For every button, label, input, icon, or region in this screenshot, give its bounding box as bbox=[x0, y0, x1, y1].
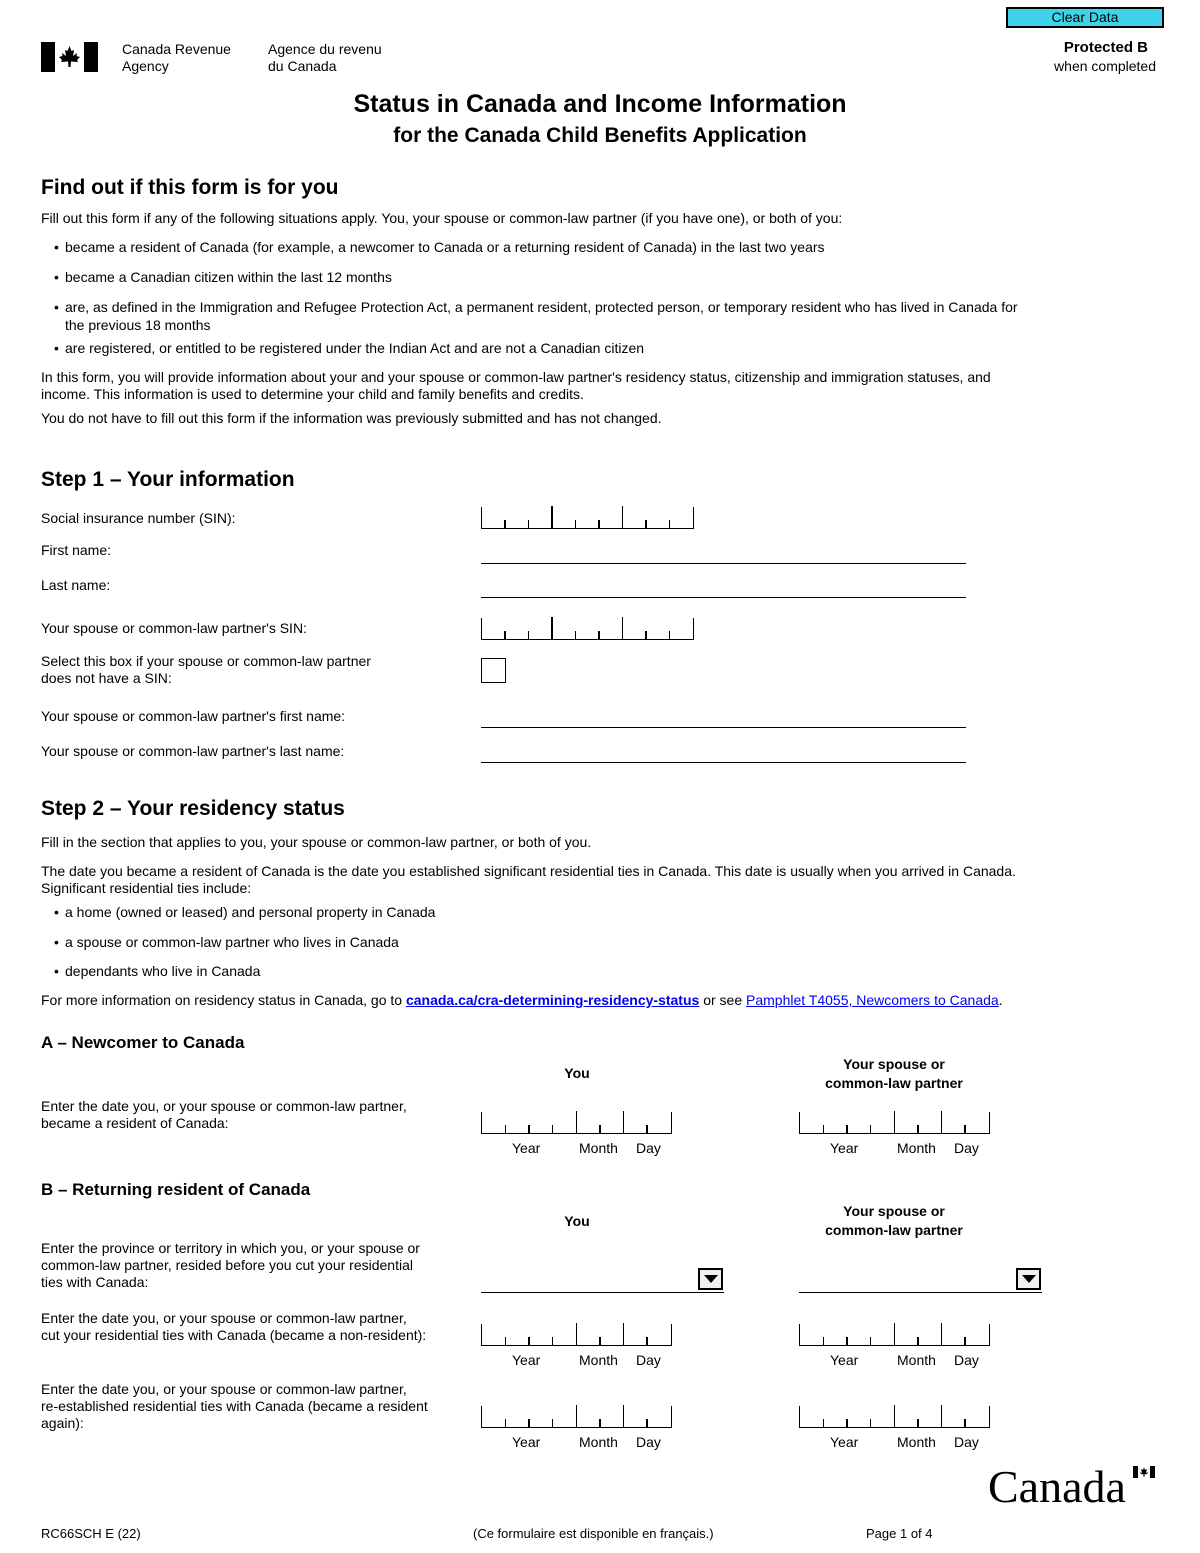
comb-divider bbox=[622, 617, 624, 639]
page-title: Status in Canada and Income Information bbox=[353, 90, 847, 118]
first-name-label: First name: bbox=[41, 542, 112, 558]
step2-lead: Fill in the section that applies to you, your spouse or common-law partner, or both of you. bbox=[41, 834, 592, 850]
clear-data-button[interactable]: Clear Data bbox=[1006, 7, 1164, 28]
reestablished-label: Enter the date you, or your spouse or common-law partner, re-established residential ties with Canada (became a resident again): bbox=[41, 1381, 428, 1431]
agency-name-fr: Agence du revenu du Canada bbox=[268, 41, 382, 74]
sin-input[interactable] bbox=[481, 507, 694, 529]
comb-divider bbox=[623, 1323, 625, 1345]
intro-lead: Fill out this form if any of the following situations apply. You, your spouse or common-law partner (if you have one), or both of you: bbox=[41, 210, 843, 226]
day-label: Day bbox=[954, 1434, 979, 1450]
canada-flag-icon bbox=[41, 42, 98, 72]
spouse-last-name-label: Your spouse or common-law partner's last name: bbox=[41, 743, 345, 759]
comb-divider bbox=[870, 1337, 872, 1345]
newcomer-date-label: Enter the date you, or your spouse or common-law partner, became a resident of Canada: bbox=[41, 1098, 407, 1131]
comb-divider bbox=[505, 1337, 507, 1345]
day-label: Day bbox=[636, 1140, 661, 1156]
list-item: • are, as defined in the Immigration and Refugee Protection Act, a permanent resident, protected person, or temporary resident who has lived in Canada for bbox=[54, 299, 1018, 315]
month-label: Month bbox=[579, 1352, 618, 1368]
comb-divider bbox=[645, 520, 647, 528]
cut-ties-label: Enter the date you, or your spouse or common-law partner, cut your residential ties with Canada (became a non-resident): bbox=[41, 1310, 427, 1343]
section-a-heading: A – Newcomer to Canada bbox=[41, 1033, 245, 1052]
comb-divider bbox=[599, 1337, 601, 1345]
dropdown-arrow-icon[interactable] bbox=[1016, 1268, 1041, 1290]
province-spouse-select[interactable] bbox=[799, 1269, 1042, 1293]
cut-ties-date-you-input[interactable] bbox=[481, 1324, 672, 1346]
protected-label: Protected B bbox=[1063, 39, 1148, 56]
comb-divider bbox=[894, 1111, 896, 1133]
comb-divider bbox=[941, 1405, 943, 1427]
spouse-first-name-input[interactable] bbox=[481, 706, 966, 728]
sin-label: Social insurance number (SIN): bbox=[41, 510, 236, 526]
comb-divider bbox=[669, 631, 671, 639]
comb-divider bbox=[623, 1405, 625, 1427]
french-availability: (Ce formulaire est disponible en français.) bbox=[473, 1526, 714, 1541]
month-label: Month bbox=[897, 1352, 936, 1368]
comb-divider bbox=[598, 631, 600, 639]
comb-divider bbox=[917, 1125, 919, 1133]
column-spouse: Your spouse or common-law partner bbox=[825, 1056, 963, 1091]
comb-divider bbox=[599, 1419, 601, 1427]
comb-divider bbox=[528, 1337, 530, 1345]
reestablished-date-you-input[interactable] bbox=[481, 1406, 672, 1428]
comb-divider bbox=[528, 1125, 530, 1133]
comb-divider bbox=[941, 1111, 943, 1133]
day-label: Day bbox=[636, 1352, 661, 1368]
province-label: Enter the province or territory in which you, or your spouse or common-law partner, resided before you cut your residential ties with Canada: bbox=[41, 1240, 420, 1290]
comb-divider bbox=[575, 520, 577, 528]
comb-divider bbox=[576, 1405, 578, 1427]
month-label: Month bbox=[579, 1434, 618, 1450]
comb-divider bbox=[870, 1125, 872, 1133]
comb-divider bbox=[528, 520, 530, 528]
comb-divider bbox=[551, 506, 553, 528]
comb-divider bbox=[645, 631, 647, 639]
spouse-sin-label: Your spouse or common-law partner's SIN: bbox=[41, 620, 307, 636]
comb-divider bbox=[846, 1125, 848, 1133]
column-spouse: Your spouse or common-law partner bbox=[825, 1203, 963, 1238]
year-label: Year bbox=[512, 1434, 541, 1450]
intro-note: You do not have to fill out this form if the information was previously submitted and has not changed. bbox=[41, 410, 662, 426]
last-name-label: Last name: bbox=[41, 577, 111, 593]
newcomer-date-you-input[interactable] bbox=[481, 1112, 672, 1134]
year-label: Year bbox=[830, 1434, 859, 1450]
comb-divider bbox=[823, 1419, 825, 1427]
comb-divider bbox=[823, 1125, 825, 1133]
comb-divider bbox=[917, 1419, 919, 1427]
protected-sublabel: when completed bbox=[1054, 58, 1156, 74]
comb-divider bbox=[823, 1337, 825, 1345]
comb-divider bbox=[528, 631, 530, 639]
residency-status-link[interactable]: canada.ca/cra-determining-residency-status bbox=[405, 992, 700, 1008]
comb-divider bbox=[623, 1111, 625, 1133]
comb-divider bbox=[599, 1125, 601, 1133]
no-sin-label: Select this box if your spouse or common-law partner does not have a SIN: bbox=[41, 653, 371, 686]
day-label: Day bbox=[954, 1140, 979, 1156]
comb-divider bbox=[576, 1111, 578, 1133]
comb-divider bbox=[576, 1323, 578, 1345]
more-info: For more information on residency status in Canada, go to canada.ca/cra-determining-residency-status or see Pamphlet T4055, Newcomers to Canada. bbox=[41, 992, 1003, 1008]
list-item: • became a resident of Canada (for example, a newcomer to Canada or a returning resident of Canada) in the last two years bbox=[54, 239, 825, 255]
intro-paragraph: In this form, you will provide information about your and your spouse or common-law partner's residency status, citizenship and immigration statuses, and income. This information is used to determine your child and family benefits and credits. bbox=[41, 369, 991, 402]
intro-heading: Find out if this form is for you bbox=[41, 176, 339, 199]
comb-divider bbox=[552, 1125, 554, 1133]
column-you: You bbox=[564, 1213, 590, 1229]
month-label: Month bbox=[897, 1434, 936, 1450]
list-item: • a home (owned or leased) and personal property in Canada bbox=[54, 904, 436, 920]
comb-divider bbox=[669, 520, 671, 528]
reestablished-date-spouse-input[interactable] bbox=[799, 1406, 990, 1428]
province-you-select[interactable] bbox=[481, 1269, 724, 1293]
comb-divider bbox=[551, 617, 553, 639]
step2-paragraph: The date you became a resident of Canada is the date you established significant residential ties in Canada. This date is usually when you arrived in Canada. Significant residential ties include: bbox=[41, 863, 1016, 896]
comb-divider bbox=[528, 1419, 530, 1427]
wordmark-flag-icon bbox=[1133, 1466, 1155, 1478]
step1-heading: Step 1 – Your information bbox=[41, 468, 295, 491]
comb-divider bbox=[917, 1337, 919, 1345]
agency-name-en: Canada Revenue Agency bbox=[122, 41, 231, 74]
comb-divider bbox=[964, 1419, 966, 1427]
comb-divider bbox=[552, 1419, 554, 1427]
list-item: • are registered, or entitled to be registered under the Indian Act and are not a Canadian citizen bbox=[54, 340, 645, 356]
day-label: Day bbox=[636, 1434, 661, 1450]
comb-divider bbox=[646, 1125, 648, 1133]
month-label: Month bbox=[579, 1140, 618, 1156]
section-b-heading: B – Returning resident of Canada bbox=[41, 1180, 311, 1199]
year-label: Year bbox=[830, 1352, 859, 1368]
list-item-continued: the previous 18 months bbox=[65, 317, 211, 333]
day-label: Day bbox=[954, 1352, 979, 1368]
comb-divider bbox=[505, 1419, 507, 1427]
comb-divider bbox=[894, 1405, 896, 1427]
first-name-input[interactable] bbox=[481, 542, 966, 564]
page-number: Page 1 of 4 bbox=[866, 1526, 933, 1541]
list-item: • became a Canadian citizen within the last 12 months bbox=[54, 269, 392, 285]
comb-divider bbox=[505, 1125, 507, 1133]
dropdown-arrow-icon[interactable] bbox=[698, 1268, 723, 1290]
comb-divider bbox=[646, 1419, 648, 1427]
spouse-sin-input[interactable] bbox=[481, 618, 694, 640]
comb-divider bbox=[846, 1337, 848, 1345]
month-label: Month bbox=[897, 1140, 936, 1156]
year-label: Year bbox=[512, 1140, 541, 1156]
canada-wordmark: Canada bbox=[988, 1461, 1126, 1512]
page-subtitle: for the Canada Child Benefits Application bbox=[393, 124, 807, 147]
comb-divider bbox=[894, 1323, 896, 1345]
spouse-first-name-label: Your spouse or common-law partner's first name: bbox=[41, 708, 346, 724]
year-label: Year bbox=[830, 1140, 859, 1156]
comb-divider bbox=[622, 506, 624, 528]
comb-divider bbox=[646, 1337, 648, 1345]
comb-divider bbox=[964, 1337, 966, 1345]
cut-ties-date-spouse-input[interactable] bbox=[799, 1324, 990, 1346]
step2-heading: Step 2 – Your residency status bbox=[41, 797, 345, 820]
spouse-last-name-input[interactable] bbox=[481, 741, 966, 763]
comb-divider bbox=[870, 1419, 872, 1427]
list-item: • a spouse or common-law partner who lives in Canada bbox=[54, 934, 399, 950]
newcomer-date-spouse-input[interactable] bbox=[799, 1112, 990, 1134]
comb-divider bbox=[552, 1337, 554, 1345]
year-label: Year bbox=[512, 1352, 541, 1368]
last-name-input[interactable] bbox=[481, 576, 966, 598]
comb-divider bbox=[846, 1419, 848, 1427]
comb-divider bbox=[941, 1323, 943, 1345]
comb-divider bbox=[504, 631, 506, 639]
pamphlet-t4055-link[interactable]: Pamphlet T4055, Newcomers to Canada bbox=[746, 992, 999, 1008]
comb-divider bbox=[504, 520, 506, 528]
comb-divider bbox=[964, 1125, 966, 1133]
no-sin-checkbox[interactable] bbox=[481, 658, 506, 683]
column-you: You bbox=[564, 1065, 590, 1081]
comb-divider bbox=[598, 520, 600, 528]
comb-divider bbox=[575, 631, 577, 639]
form-code: RC66SCH E (22) bbox=[41, 1526, 141, 1541]
list-item: • dependants who live in Canada bbox=[54, 963, 261, 979]
